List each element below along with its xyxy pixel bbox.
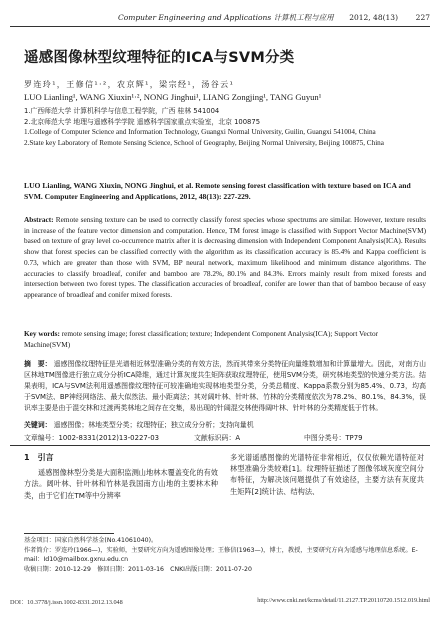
- footer-url[interactable]: http://www.cnki.net/kcms/detail/11.2127.TP.20110720.1512.019.html: [257, 597, 430, 604]
- abstract-english: [24, 215, 426, 301]
- affiliations-chinese: [24, 106, 426, 127]
- zhaiyao-label: 摘 要：: [24, 360, 52, 368]
- running-header: [10, 8, 430, 27]
- affiliation-en-1: 1.College of Computer Science and Information Technology, Guangxi Normal University, Guilin, Guangxi 541004, China: [24, 128, 376, 136]
- gjc-text: 遥感图像；林地类型分类；纹理特征；独立成分分析；支持向量机: [53, 421, 254, 429]
- keywords-label: Key words:: [24, 329, 60, 338]
- citation: LUO Lianling, WANG Xiuxin, NONG Jinghui, et al. Remote sensing forest classification with texture based on ICA and SVM. Computer Engineering and Applications, 2012, 48(13): 227-229.: [24, 181, 411, 201]
- keywords-english: [24, 329, 426, 350]
- affiliation-cn-2: 2.北京师范大学 地理与遥感科学学院 遥感科学国家重点实验室，北京 100875: [24, 117, 261, 126]
- footnote-dates: 收稿日期：2010-12-29 修回日期：2011-03-16 CNKI出版日期：2011-07-20: [24, 565, 252, 573]
- document-code: 文献标识码：A: [194, 434, 241, 442]
- affiliations-english: [24, 127, 426, 148]
- body-column-right: [230, 452, 424, 497]
- authors-english: LUO Lianling¹, WANG Xiuxin¹·², NONG Jinghui¹, LIANG Zongjing¹, TANG Guyun¹: [24, 92, 322, 102]
- affiliation-en-2: 2.State key Laboratory of Remote Sensing Science, School of Geography, Beijing Normal University, Beijing 100875, China: [24, 138, 384, 147]
- footer-doi[interactable]: DOI：10.3778/j.issn.1002-8331.2012.13.048: [10, 599, 123, 606]
- journal-name: Computer Engineering and Applications 计算机工程与应用: [118, 12, 334, 22]
- footnotes: [24, 536, 426, 574]
- abstract-label: Abstract:: [24, 215, 54, 224]
- issue-number: 2012, 48(13): [349, 12, 398, 22]
- abstract-text: Remote sensing texture can be used to correctly classify forest species whose spectrums are similar. However, texture results in increase of the feature vector dimension and computation. Hence, TM forest image is classified with Support Vector Machine(SVM) based on texture of gray level co-occurrence matrix after it is decreasing dimension with Independent Component Analysis(ICA). Results show that forest species can be classified correctly with the algorithm as its classification accuracy is 85.4% and Kappa coefficient is 0.73, which are greater than those with SVM, BP neural network, maximum likelihood and minimum distance algorithms. The accuracies to classify broadleaf, conifer and bamboo are 78.2%, 80.1% and 84.3%. Errors mainly result from mixed forests and intersection between two forest types. The classification accuracies of broadleaf, conifer are lower than that of bamboo because of easy appearance of broadleaf and conifer mixed forests.: [24, 215, 426, 299]
- article-meta: [24, 432, 426, 442]
- authors-chinese: 罗连玲¹，王修信¹·²，农京辉¹，梁宗经¹，汤谷云¹: [24, 80, 235, 89]
- gjc-label: 关键词：: [24, 421, 52, 429]
- footnote-author: 作者简介：罗连玲(1966—)，实验师，主要研究方向为遥感图像处理；王修信(1963—)，博士，教授，主要研究方向为遥感与地理信息系统。E-mail：Id10@mailbox.gxnu.edu.cn: [24, 546, 418, 564]
- paper-title: 遥感图像林型纹理特征的ICA与SVM分类: [24, 50, 295, 66]
- section-heading: 1 引言: [24, 453, 54, 462]
- keywords-text: remote sensing image; forest classification; texture; Independent Component Analysis(ICA); Support Vector Machine(SVM): [24, 329, 379, 349]
- divider: [10, 445, 430, 446]
- zhaiyao-text: 遥感图像纹理特征是光谱相近林型准确分类的有效方法，然而其带来分类特征向量维数增加和计算量增大。因此，对南方山区林地TM图像进行独立成分分析ICA降维，通过计算灰度共生矩阵获取纹理特征，使用SVM分类，研究林地类型的快速分类方法。结果表明，ICA与SVM法利用遥感图像纹理特征可较准确地实现林地类型分类，分类总精度、Kappa系数分别为85.4%、0.73，均高于SVM法、BP神经网络法、最大似然法、最小距离法；其对阔叶林、针叶林、竹林的分类精度依次为78.2%、80.1%、84.3%，误识率主要是由于混交林和过渡两类林地之间存在交集，易出现的针阔混交林使得阔叶林、针叶林的分类精度低于竹林。: [24, 360, 426, 412]
- body-text-right: 多光谱遥感图像的光谱特征非常相近，仅仅依赖光谱特征对林型准确分类较难[1]。纹理特征描述了图像邻域灰度空间分布特征，为解决该问题提供了有效途径，主要方法有灰度共生矩阵[2]统计法、结构法、: [230, 453, 424, 496]
- page-footer: [10, 597, 430, 606]
- footnote-rule: [24, 533, 114, 534]
- footnote-fund: 基金项目：国家自然科学基金(No.41061040)。: [24, 537, 158, 544]
- keywords-chinese: [24, 419, 426, 429]
- body-text-left: 遥感图像林型分类是大面积监测山地林木覆盖变化的有效方法。阔叶林、针叶林和竹林是我国南方山地的主要林木种类，由于它们在TM等中分辨率: [24, 468, 218, 500]
- affiliation-cn-1: 1.广西师范大学 计算机科学与信息工程学院，广西 桂林 541004: [24, 107, 220, 115]
- article-id: 文章编号：1002-8331(2012)13-0227-03: [24, 434, 159, 442]
- abstract-chinese: [24, 359, 426, 414]
- classification-number: 中图分类号：TP79: [304, 434, 363, 442]
- page-number: 227: [415, 12, 430, 22]
- body-column-left: [24, 452, 218, 501]
